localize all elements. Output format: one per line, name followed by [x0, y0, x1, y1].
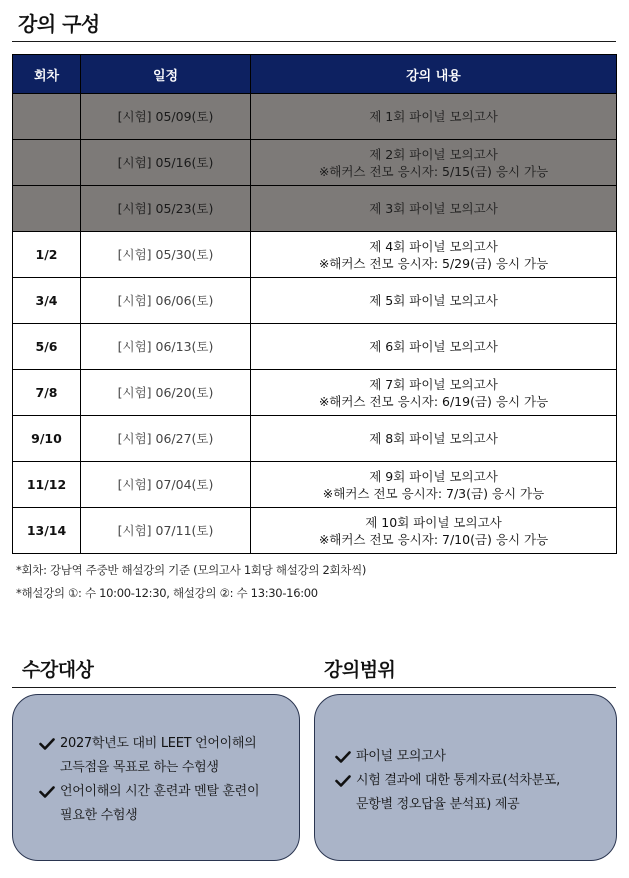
schedule-table [12, 54, 617, 554]
list-item-text: 필요한 수험생 [60, 808, 138, 823]
content-title: 제 4회 파이널 모의고사 [369, 238, 498, 254]
target-box [12, 694, 300, 861]
content-cell [251, 278, 617, 324]
header-content: 강의 내용 [251, 55, 617, 94]
sub-divider [12, 687, 616, 688]
content-title: 제 9회 파이널 모의고사 [369, 468, 498, 484]
date-cell: [시험] 06/27(토) [81, 416, 251, 462]
round-cell [13, 140, 81, 186]
date-cell: [시험] 07/04(토) [81, 462, 251, 508]
table-row [13, 278, 617, 324]
round-cell: 9/10 [13, 416, 81, 462]
content-title: 제 10회 파이널 모의고사 [365, 514, 502, 530]
content-note: ※해커스 전모 응시자: 5/15(금) 응시 가능 [318, 163, 549, 179]
table-row [13, 186, 617, 232]
content-cell [251, 232, 617, 278]
footnote-round: *회차: 강남역 주중반 해설강의 기준 (모의고사 1회당 해설강의 2회차씩) [16, 563, 367, 577]
target-list [39, 732, 299, 828]
table-header-row [13, 55, 617, 94]
content-note: ※해커스 전모 응시자: 5/29(금) 응시 가능 [318, 255, 549, 271]
table-row [13, 140, 617, 186]
list-item-text: 고득점을 목표로 하는 수험생 [60, 760, 219, 775]
scope-list [335, 745, 616, 817]
date-cell: [시험] 06/20(토) [81, 370, 251, 416]
table-row [13, 416, 617, 462]
content-title: 제 7회 파이널 모의고사 [369, 376, 498, 392]
content-title: 제 3회 파이널 모의고사 [369, 201, 498, 216]
round-cell: 5/6 [13, 324, 81, 370]
date-cell: [시험] 05/30(토) [81, 232, 251, 278]
table-row [13, 370, 617, 416]
page-title: 강의 구성 [18, 12, 100, 36]
content-title: 제 5회 파이널 모의고사 [369, 293, 498, 308]
footnote-schedule: *해설강의 ①: 수 10:00-12:30, 해설강의 ②: 수 13:30-16:00 [16, 586, 318, 600]
content-title: 제 8회 파이널 모의고사 [369, 431, 498, 446]
list-item [39, 780, 299, 828]
date-cell: [시험] 05/16(토) [81, 140, 251, 186]
content-cell [251, 462, 617, 508]
checkmark-icon [39, 786, 55, 798]
table-row [13, 94, 617, 140]
content-cell [251, 186, 617, 232]
round-cell [13, 186, 81, 232]
content-note: ※해커스 전모 응시자: 6/19(금) 응시 가능 [318, 393, 549, 409]
list-item-text: 2027학년도 대비 LEET 언어이해의 [60, 736, 257, 751]
round-cell: 3/4 [13, 278, 81, 324]
scope-title: 강의범위 [324, 659, 396, 681]
content-cell [251, 324, 617, 370]
checkmark-icon [39, 738, 55, 750]
content-cell [251, 140, 617, 186]
content-note: ※해커스 전모 응시자: 7/10(금) 응시 가능 [318, 531, 549, 547]
list-item [335, 745, 616, 769]
round-cell: 11/12 [13, 462, 81, 508]
content-cell [251, 416, 617, 462]
date-cell: [시험] 05/09(토) [81, 94, 251, 140]
round-cell: 1/2 [13, 232, 81, 278]
content-title: 제 2회 파이널 모의고사 [369, 146, 498, 162]
list-item [39, 732, 299, 780]
table-row [13, 462, 617, 508]
target-title: 수강대상 [22, 659, 94, 681]
checkmark-icon [335, 751, 351, 763]
header-date: 일정 [81, 55, 251, 94]
table-row [13, 324, 617, 370]
header-round: 회차 [13, 55, 81, 94]
round-cell: 7/8 [13, 370, 81, 416]
scope-box [314, 694, 617, 861]
content-cell [251, 94, 617, 140]
title-divider [12, 41, 616, 42]
date-cell: [시험] 06/06(토) [81, 278, 251, 324]
round-cell: 13/14 [13, 508, 81, 554]
date-cell: [시험] 05/23(토) [81, 186, 251, 232]
date-cell: [시험] 06/13(토) [81, 324, 251, 370]
list-item-text: 언어이해의 시간 훈련과 멘탈 훈련이 [60, 784, 260, 799]
list-item-text: 문항별 정오답율 분석표) 제공 [356, 797, 520, 812]
date-cell: [시험] 07/11(토) [81, 508, 251, 554]
content-cell [251, 508, 617, 554]
list-item-text: 파이널 모의고사 [356, 749, 446, 764]
checkmark-icon [335, 775, 351, 787]
content-note: ※해커스 전모 응시자: 7/3(금) 응시 가능 [322, 485, 545, 501]
table-body [13, 94, 617, 554]
content-title: 제 6회 파이널 모의고사 [369, 339, 498, 354]
content-title: 제 1회 파이널 모의고사 [369, 109, 498, 124]
content-cell [251, 370, 617, 416]
list-item-text: 시험 결과에 대한 통계자료(석차분포, [356, 773, 560, 788]
round-cell [13, 94, 81, 140]
table-row [13, 232, 617, 278]
table-row [13, 508, 617, 554]
list-item [335, 769, 616, 817]
